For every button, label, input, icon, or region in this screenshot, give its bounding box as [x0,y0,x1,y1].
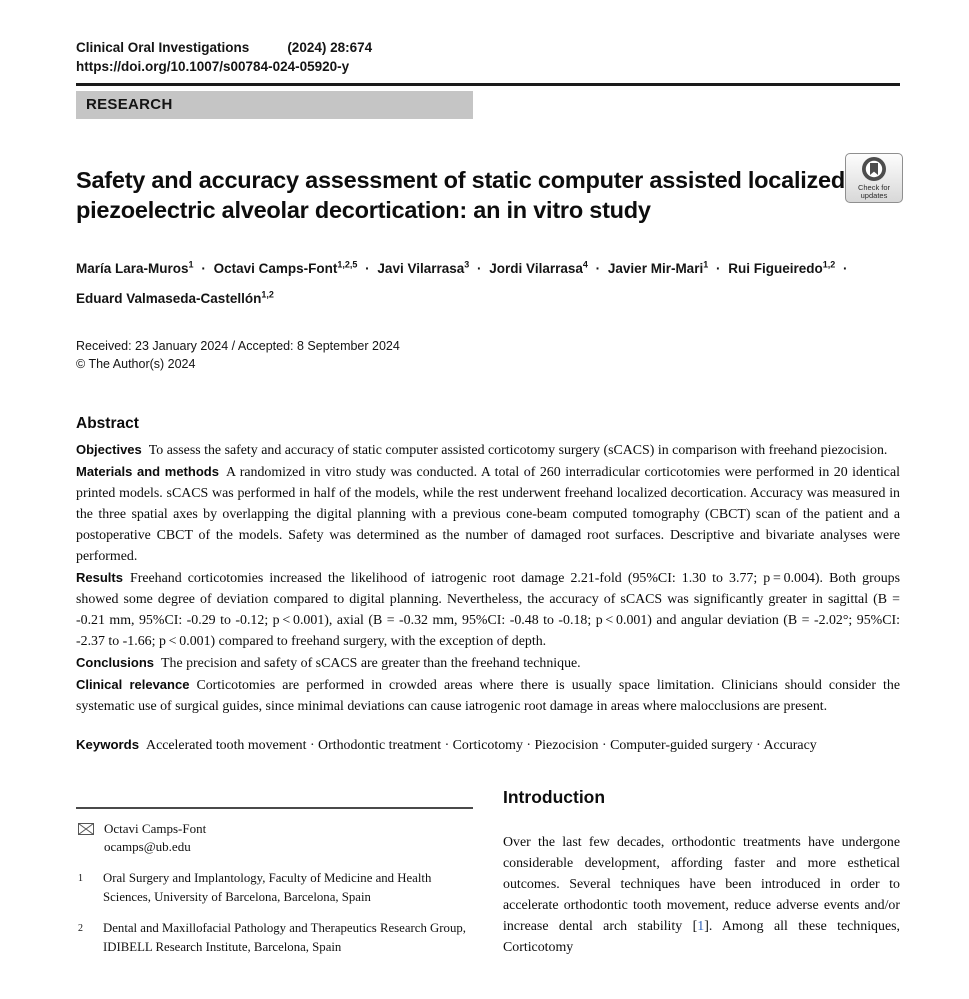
author-separator: · [201,260,206,276]
abstract-section [76,461,900,567]
author-superscript: 1 [188,259,194,269]
correspondence-block [76,820,473,856]
author: Eduard Valmaseda-Castellón$^{1,2}$ [76,289,274,306]
introduction-heading: Introduction [503,787,606,807]
abstract-section-label: Clinical relevance [76,677,190,692]
abstract-section [76,674,900,717]
affiliation [76,919,473,956]
envelope-icon [78,823,94,835]
abstract-section-text: Freehand corticotomies increased the likelihood of iatrogenic root damage 2.21-fold (95%CI: 1.30 to 3.77; p = 0.004). Both groups showed some degree of deviation compared to digital planning. Nevertheless, the accuracy of sCACS was significantly greater in sagittal (B = -0.21 mm, 95%CI: -0.29 to -0.12; p < 0.001), axial (B = -0.32 mm, 95%CI: -0.48 to -0.18; p < 0.001) and angular deviation (B = -2.02°; 95%CI: -2.37 to -1.66; p < 0.001) compared to freehand surgery, with the exception of depth. [76,571,900,649]
bottom-region [76,787,900,958]
copyright-notice: © The Author(s) 2024 [76,357,196,371]
author: Rui Figueiredo$^{1,2}$ [728,259,836,276]
abstract-section-label: Objectives [76,442,142,457]
author-separator: · [715,260,721,276]
author-separator: · [477,260,482,276]
abstract-section-label: Conclusions [76,655,155,670]
author-superscript: 1,2,5 [337,259,358,269]
footnotes-column [76,787,473,958]
abstract-section-text: A randomized in vitro study was conducted. A total of 260 interradicular corticotomies were performed in 20 identical printed models. sCACS was performed in half of the models, while the rest underwent freehand localized decortication. Accuracy was measured in the three spatial axes by overlapping the digital planning with a previous cone-beam computed tomography (CBCT) scan of the patient and a postoperative CBCT of the models. Safety was determined as the number of damaged root surfaces. Descriptive and bivariate analyses were performed. [76,465,900,564]
affiliation [76,869,473,906]
affiliation-number: 2 [78,923,83,934]
authors-byline [76,251,900,312]
author: María Lara-Muros$^1$ [76,259,194,276]
correspondence-name: Octavi Camps-Font [104,821,207,836]
dates-block [76,337,900,373]
author-superscript: 1 [703,259,709,269]
author-superscript: 3 [464,259,470,269]
author-separator: · [595,260,601,276]
keywords-label: Keywords [76,737,140,752]
abstract-section [76,567,900,652]
abstract-heading: Abstract [76,415,139,432]
citation-ref-1[interactable]: 1 [697,919,705,934]
keywords-block [76,734,900,757]
check-for-updates-badge[interactable] [845,153,903,203]
abstract-body [76,439,900,717]
paper-title: Safety and accuracy assessment of static computer assisted localized piezoelectric alveolar decortication: an in vitro study [76,167,845,223]
affiliation-number: 1 [78,873,83,884]
journal-header-line [76,38,900,57]
abstract-section-text: The precision and safety of sCACS are greater than the freehand technique. [161,656,581,671]
author: Javier Mir-Mari$^1$ [607,259,709,276]
author: Jordi Vilarrasa$^4$ [489,259,588,276]
abstract-section [76,439,900,461]
keywords-text: Accelerated tooth movement · Orthodontic treatment · Corticotomy · Piezocision · Computer-guided surgery · Accuracy [146,738,817,753]
author-superscript: 1,2 [822,259,836,269]
correspondence-email[interactable]: ocamps@ub.edu [104,839,191,854]
received-accepted: Received: 23 January 2024 / Accepted: 8 September 2024 [76,339,400,353]
crossmark-icon [861,156,887,182]
introduction-column [503,787,900,958]
affiliation-text: Dental and Maxillofacial Pathology and Therapeutics Research Group, IDIBELL Research Institute, Barcelona, Spain [103,921,466,954]
abstract-section-text: Corticotomies are performed in crowded areas where there is usually space limitation. Clinicians should consider the systematic use of surgical guides, since minimal deviations can cause iatrogenic root damage in areas where malocclusions are present. [76,678,901,714]
author-superscript: 4 [582,259,588,269]
badge-label: Check for updates [857,182,891,200]
affiliation-text: Oral Surgery and Implantology, Faculty of Medicine and Health Sciences, University of Barcelona, Barcelona, Spain [103,871,432,904]
author: Octavi Camps-Font$^{1,2,5}$ [213,259,358,276]
citation-info: (2024) 28:674 [287,40,373,55]
footnote-divider [76,807,473,809]
doi-link[interactable]: https://doi.org/10.1007/s00784-024-05920-y [76,59,350,74]
header-divider [76,83,900,86]
author-separator: · [843,260,848,276]
abstract-section-label: Results [76,570,123,585]
author-separator: · [365,260,370,276]
research-banner: RESEARCH [76,91,473,119]
abstract-section [76,652,900,674]
abstract-section-label: Materials and methods [76,464,219,479]
introduction-paragraph: Over the last few decades, orthodontic treatments have undergone considerable development, affording faster and more esthetical outcomes. Several techniques have been introduced in order to accelerate orthodontic tooth movement, reduce adverse events and/or increase dental arch stability [1]. Among all these techniques, Corticotomy [503,835,900,955]
author: Javi Vilarrasa$^3$ [377,259,470,276]
author-superscript: 1,2 [261,289,274,300]
abstract-section-text: To assess the safety and accuracy of static computer assisted corticotomy surgery (sCACS) in comparison with freehand piezocision. [148,443,888,458]
journal-name: Clinical Oral Investigations [76,40,250,55]
